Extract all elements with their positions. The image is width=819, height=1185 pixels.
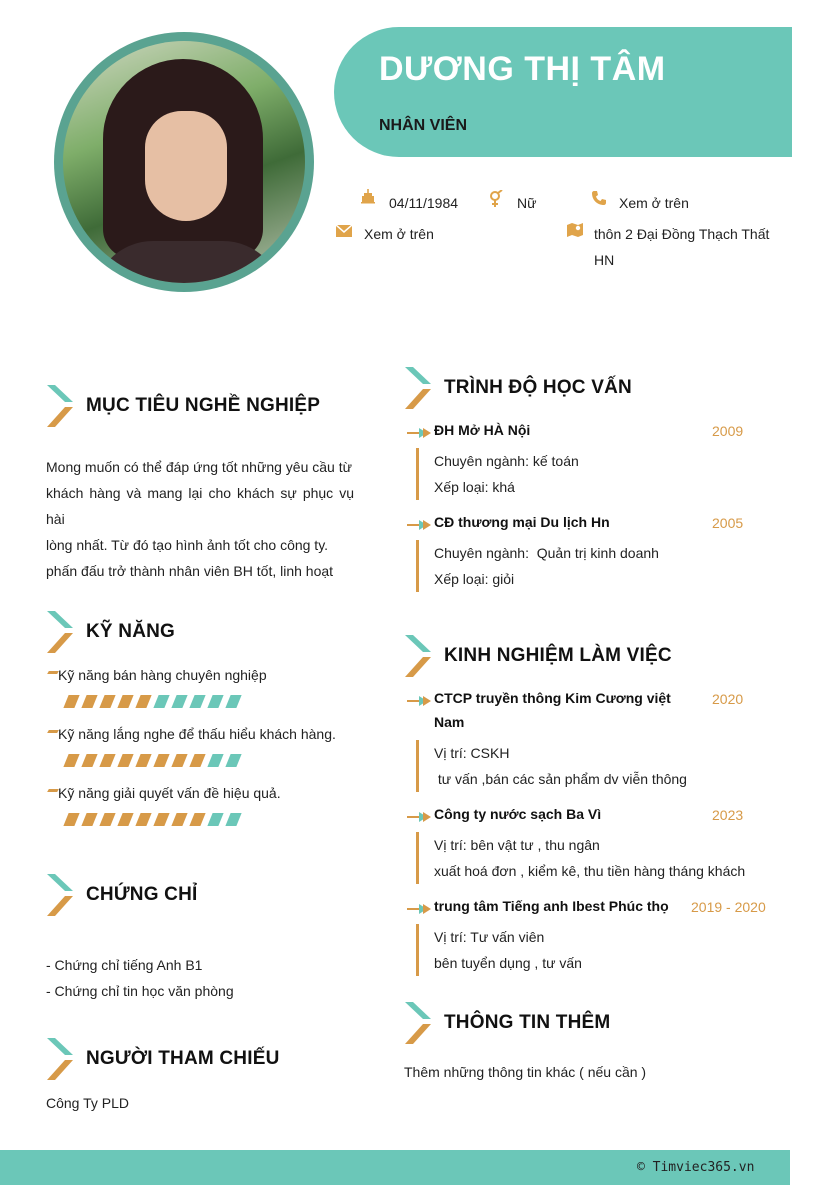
timeline-line: [416, 540, 419, 592]
education-details: [434, 540, 659, 592]
education-detail: Xếp loại: khá: [434, 479, 515, 495]
skill-segment: [135, 813, 151, 826]
gender-text: Nữ: [517, 195, 537, 211]
skill-segment: [63, 754, 79, 767]
extra-text: Thêm những thông tin khác ( nếu cần ): [404, 1064, 647, 1080]
skill-segment: [225, 695, 241, 708]
skill-segment: [117, 754, 133, 767]
email-icon: [336, 224, 352, 241]
education-year: 2005: [712, 515, 744, 531]
references-title: NGƯỜI THAM CHIẾU: [86, 1048, 280, 1069]
arrow-icon: [407, 901, 431, 919]
chevron-section-icon: [47, 874, 73, 916]
experience-year: 2023: [712, 807, 744, 823]
address-line2: HN: [594, 252, 615, 268]
skill-item: [48, 667, 267, 685]
skill-segment: [99, 813, 115, 826]
experience-year: 2019 - 2020: [691, 899, 766, 915]
skill-level-bar: [66, 695, 246, 708]
skill-segment: [225, 754, 241, 767]
education-school: CĐ thương mại Du lịch Hn: [434, 514, 610, 530]
references-text: Công Ty PLD: [46, 1095, 130, 1111]
education-details: [434, 448, 579, 500]
objective-line: lòng nhất. Từ đó tạo hình ảnh tốt cho công ty.: [46, 537, 329, 553]
address-line1: thôn 2 Đại Đồng Thạch Thất: [594, 226, 770, 242]
skill-segment: [117, 813, 133, 826]
certificate-item: - Chứng chỉ tin học văn phòng: [46, 983, 234, 999]
arrow-icon: [407, 809, 431, 827]
skill-label: Kỹ năng bán hàng chuyên nghiệp: [58, 667, 267, 683]
experience-detail: Vị trí: bên vật tư , thu ngân: [434, 837, 600, 853]
skill-label: Kỹ năng giải quyết vấn đề hiệu quả.: [58, 785, 281, 801]
education-title: TRÌNH ĐỘ HỌC VẤN: [444, 377, 632, 398]
skill-segment: [63, 813, 79, 826]
email-text: Xem ở trên: [364, 226, 434, 242]
full-name: DƯƠNG THỊ TÂM: [379, 50, 666, 88]
skill-item: [48, 785, 281, 803]
avatar: [63, 41, 305, 283]
skill-segment: [81, 695, 97, 708]
skill-segment: [63, 695, 79, 708]
experience-details: [434, 832, 745, 884]
skill-segment: [171, 754, 187, 767]
skill-level-bar: [66, 754, 246, 767]
skill-segment: [135, 754, 151, 767]
education-school: ĐH Mở HÀ Nội: [434, 422, 531, 438]
experience-company: [434, 686, 671, 734]
experience-detail: Vị trí: Tư vấn viên: [434, 929, 545, 945]
chevron-section-icon: [47, 611, 73, 653]
objective-line: Mong muốn có thể đáp ứng tốt những yêu cầu từ: [46, 459, 352, 475]
skill-segment: [99, 754, 115, 767]
experience-title: KINH NGHIỆM LÀM VIỆC: [444, 645, 672, 666]
skill-bullet-icon: [47, 789, 59, 792]
skill-bullet-icon: [47, 730, 59, 733]
birthday-cake-icon: [360, 188, 376, 208]
chevron-section-icon: [405, 367, 431, 409]
experience-detail: tư vấn ,bán các sản phẩm dv viễn thông: [434, 771, 687, 787]
gender-icon: [488, 190, 504, 212]
skill-segment: [81, 754, 97, 767]
arrow-icon: [407, 517, 431, 535]
phone-icon: [591, 190, 607, 210]
experience-details: [434, 740, 687, 792]
chevron-section-icon: [405, 1002, 431, 1044]
arrow-icon: [407, 425, 431, 443]
education-detail: Xếp loại: giỏi: [434, 571, 515, 587]
skill-segment: [171, 813, 187, 826]
phone-text: Xem ở trên: [619, 195, 689, 211]
experience-detail: xuất hoá đơn , kiểm kê, thu tiền hàng tháng khách: [434, 863, 746, 879]
skill-segment: [99, 695, 115, 708]
timeline-line: [416, 924, 419, 976]
certificates-title: CHỨNG CHỈ: [86, 884, 198, 905]
experience-company: trung tâm Tiếng anh Ibest Phúc thọ: [434, 898, 669, 914]
skill-segment: [189, 695, 205, 708]
skill-segment: [207, 695, 223, 708]
skill-segment: [207, 813, 223, 826]
skill-bullet-icon: [47, 671, 59, 674]
skill-segment: [207, 754, 223, 767]
objective-title: MỤC TIÊU NGHỀ NGHIỆP: [86, 395, 321, 416]
skill-segment: [135, 695, 151, 708]
birthday-text: 04/11/1984: [389, 195, 459, 211]
skill-segment: [81, 813, 97, 826]
timeline-line: [416, 448, 419, 500]
job-title: NHÂN VIÊN: [379, 117, 468, 134]
certificate-item: - Chứng chỉ tiếng Anh B1: [46, 957, 203, 973]
timeline-line: [416, 740, 419, 792]
name-banner: [334, 27, 792, 157]
skill-segment: [153, 813, 169, 826]
objective-line: khách hàng và mang lại cho khách sự phục vụ hài: [46, 485, 354, 527]
timeline-line: [416, 832, 419, 884]
skill-segment: [153, 695, 169, 708]
footer-credit: © Timviec365.vn: [637, 1160, 755, 1175]
objective-text: [46, 454, 354, 584]
education-detail: Chuyên ngành: Quản trị kinh doanh: [434, 545, 659, 561]
experience-detail: Vị trí: CSKH: [434, 745, 510, 761]
skill-segment: [189, 754, 205, 767]
extra-title: THÔNG TIN THÊM: [444, 1012, 611, 1033]
chevron-section-icon: [47, 1038, 73, 1080]
skill-label: Kỹ năng lắng nghe để thấu hiểu khách hàng.: [58, 726, 336, 742]
skill-segment: [171, 695, 187, 708]
company-line: CTCP truyền thông Kim Cương việt: [434, 690, 671, 706]
chevron-section-icon: [47, 385, 73, 427]
experience-company: Công ty nước sạch Ba Vì: [434, 806, 602, 822]
skill-segment: [189, 813, 205, 826]
experience-details: [434, 924, 582, 976]
map-icon: [566, 222, 584, 242]
skills-title: KỸ NĂNG: [86, 621, 176, 642]
experience-year: 2020: [712, 691, 744, 707]
skill-segment: [225, 813, 241, 826]
education-detail: Chuyên ngành: kế toán: [434, 453, 579, 469]
experience-detail: bên tuyển dụng , tư vấn: [434, 955, 582, 971]
skill-level-bar: [66, 813, 246, 826]
chevron-section-icon: [405, 635, 431, 677]
company-line: Nam: [434, 714, 465, 730]
skill-segment: [153, 754, 169, 767]
skill-segment: [117, 695, 133, 708]
arrow-icon: [407, 693, 431, 711]
skill-item: [48, 726, 336, 744]
objective-line: phấn đấu trở thành nhân viên BH tốt, linh hoạt: [46, 563, 334, 579]
education-year: 2009: [712, 423, 744, 439]
